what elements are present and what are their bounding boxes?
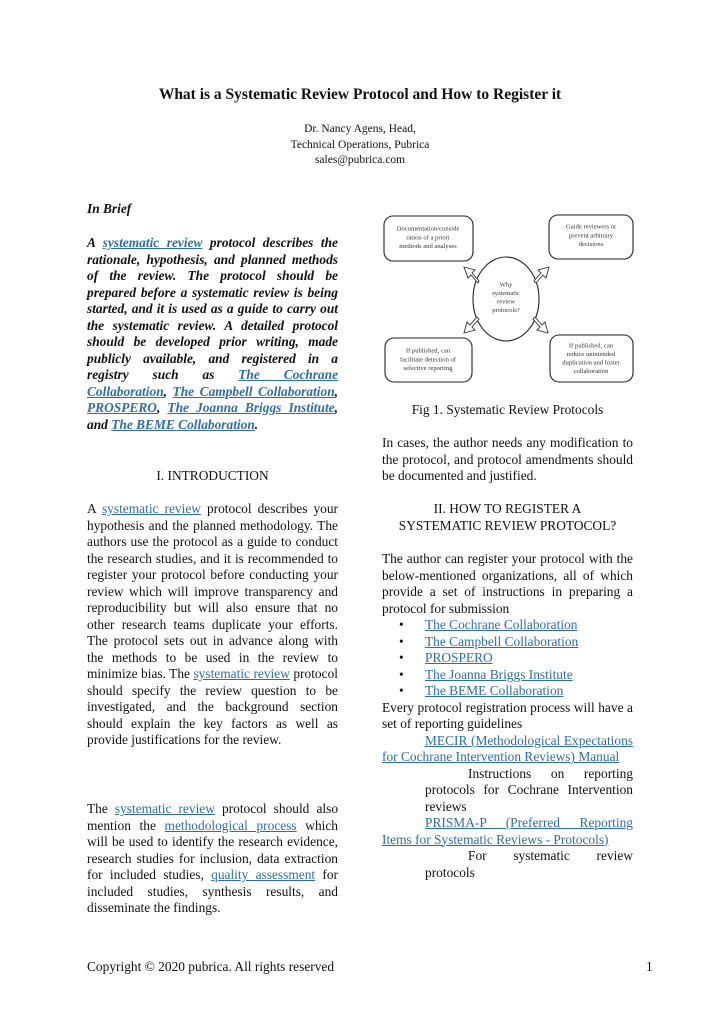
arrow-bottom-left-icon bbox=[464, 317, 479, 333]
amendment-paragraph bbox=[382, 435, 633, 485]
link-beme[interactable]: The BEME Collaboration bbox=[111, 416, 255, 432]
link-campbell[interactable]: The Campbell Collaboration bbox=[172, 383, 335, 399]
diagram-text-line: selective reporting bbox=[403, 364, 453, 372]
diagram-text-line: review bbox=[497, 298, 515, 306]
text: , bbox=[156, 400, 168, 415]
link-methodological-process[interactable]: methodological process bbox=[164, 817, 297, 833]
author-name: Dr. Nancy Agens, Head, bbox=[304, 123, 416, 135]
link-joanna-briggs[interactable]: The Joanna Briggs Institute bbox=[167, 400, 335, 415]
diagram-text-line: reduce unintended bbox=[566, 351, 616, 358]
text: , bbox=[334, 383, 338, 399]
in-brief-heading: In Brief bbox=[87, 201, 132, 216]
author-email: sales@pubrica.com bbox=[314, 154, 406, 166]
register-body bbox=[382, 551, 633, 881]
link-cochrane[interactable]: The Cochrane Collaboration bbox=[87, 367, 339, 399]
list-item bbox=[425, 634, 633, 651]
introduction-heading: I. INTRODUCTION bbox=[156, 468, 269, 483]
diagram-text-line: collaboration bbox=[573, 368, 609, 376]
list-item bbox=[425, 650, 633, 667]
arrow-top-left-icon bbox=[464, 267, 479, 283]
author-affiliation: Technical Operations, Pubrica bbox=[290, 138, 430, 151]
text: protocol describes your hypothesis and the planned methodology. The authors use the protocol as a guide to conduct the research studies, and it is recommended to register your protocol before conducting your review which will improve transparency and reproducibility but will also ensure that no other research teams duplicate your efforts. The protocol sets out in advance along with the methods to be used in the review to minimize bias. The bbox=[87, 501, 338, 681]
page-number: 1 bbox=[646, 959, 653, 974]
link-prisma-p[interactable]: PRISMA-P (Preferred Reporting Items for Systematic Reviews - Protocols) bbox=[382, 815, 633, 847]
text: , and bbox=[87, 400, 338, 432]
register-heading bbox=[382, 501, 633, 534]
diagram-text-line: duplication and foster bbox=[562, 359, 620, 367]
diagram-text-line: protocols? bbox=[492, 307, 520, 315]
text: which will be used to identify the research evidence, research studies for inclusion, data extraction for included studies, bbox=[87, 817, 339, 882]
diagram-text-line: Guide reviewers or bbox=[565, 223, 617, 231]
text: protocol should also mention the bbox=[87, 801, 339, 833]
diagram-text-line: methods and analyses bbox=[399, 242, 457, 250]
list-item bbox=[425, 617, 633, 634]
link-systematic-review[interactable]: systematic review bbox=[114, 801, 215, 816]
amendment-text: In cases, the author needs any modification to the protocol, and protocol amendments should be documented and justified. bbox=[382, 435, 633, 483]
text: A bbox=[87, 235, 103, 250]
diagram-text-line: Why bbox=[499, 281, 513, 289]
text: for included studies, synthesis results, and disseminate the findings. bbox=[87, 867, 339, 915]
link-campbell[interactable]: The Campbell Collaboration bbox=[425, 633, 579, 649]
organization-list bbox=[382, 617, 633, 700]
link-systematic-review[interactable]: systematic review bbox=[101, 501, 201, 516]
arrow-bottom-right-icon bbox=[533, 317, 548, 333]
text: protocol describes the rationale, hypothesis, and planned methods of the review. The protocol should be prepared before a systematic review is being started, and it is used as a guide to carry out the systematic review. A detailed protocol should be developed prior writing, made publicly available, and registered in a registry such as bbox=[87, 235, 338, 382]
bottom-left-label bbox=[400, 348, 457, 372]
diagram-text-line: If published, can bbox=[568, 342, 614, 350]
mecir-description: Instructions on reporting protocols for Cochrane Intervention reviews bbox=[425, 765, 633, 814]
register-intro: The author can register your protocol with the below-mentioned organizations, all of which provide a set of instructions in preparing a protocol for submission bbox=[382, 551, 633, 616]
link-prospero[interactable]: PROSPERO bbox=[87, 400, 157, 415]
text: The bbox=[87, 801, 115, 816]
link-cochrane[interactable]: The Cochrane Collaboration bbox=[425, 617, 578, 632]
diagram-text-line: decisions bbox=[578, 240, 604, 248]
diagram-text-line: prevent arbitrary bbox=[568, 232, 614, 240]
diagram-text-line: If published, can bbox=[405, 347, 451, 355]
link-beme[interactable]: The BEME Collaboration bbox=[425, 683, 564, 698]
document-title: What is a Systematic Review Protocol and How to Register it bbox=[158, 86, 562, 103]
intro-paragraph-1 bbox=[87, 501, 338, 749]
text: protocol should specify the review question to be investigated, and the background section should explain the key factors as well as provide justifications for the review. bbox=[87, 666, 338, 747]
link-systematic-review[interactable]: systematic review bbox=[102, 235, 203, 250]
intro-paragraph-2 bbox=[87, 801, 338, 917]
diagram-text-line: systematic bbox=[492, 290, 520, 297]
register-heading-line2: SYSTEMATIC REVIEW PROTOCOL? bbox=[398, 517, 617, 533]
in-brief-paragraph bbox=[87, 235, 338, 433]
list-item bbox=[425, 683, 633, 700]
diagram-text-line: Documentation/conside bbox=[396, 225, 460, 233]
link-joanna-briggs[interactable]: The Joanna Briggs Institute bbox=[425, 666, 573, 682]
diagram-text-line: ration of a priori bbox=[406, 234, 450, 242]
author-block bbox=[0, 122, 720, 169]
text: , bbox=[163, 383, 173, 399]
footer-copyright: Copyright © 2020 pubrica. All rights reserved bbox=[87, 959, 335, 974]
link-prospero[interactable]: PROSPERO bbox=[425, 650, 493, 665]
text: A bbox=[87, 501, 102, 516]
guidelines-intro: Every protocol registration process will have a set of reporting guidelines bbox=[382, 699, 633, 731]
link-systematic-review[interactable]: systematic review bbox=[193, 666, 290, 681]
link-quality-assessment[interactable]: quality assessment bbox=[211, 867, 316, 882]
arrow-top-right-icon bbox=[534, 267, 549, 283]
list-item bbox=[425, 667, 633, 684]
figure-diagram bbox=[382, 213, 634, 385]
diagram-text-line: facilitate detection of bbox=[399, 356, 457, 364]
text: . bbox=[254, 416, 259, 432]
link-mecir[interactable]: MECIR (Methodological Expectations for Cochrane Intervention Reviews) Manual bbox=[382, 732, 633, 764]
register-heading-line1: II. HOW TO REGISTER A bbox=[433, 501, 582, 516]
prisma-description: For systematic review protocols bbox=[425, 848, 633, 880]
figure-caption: Fig 1. Systematic Review Protocols bbox=[411, 402, 604, 417]
